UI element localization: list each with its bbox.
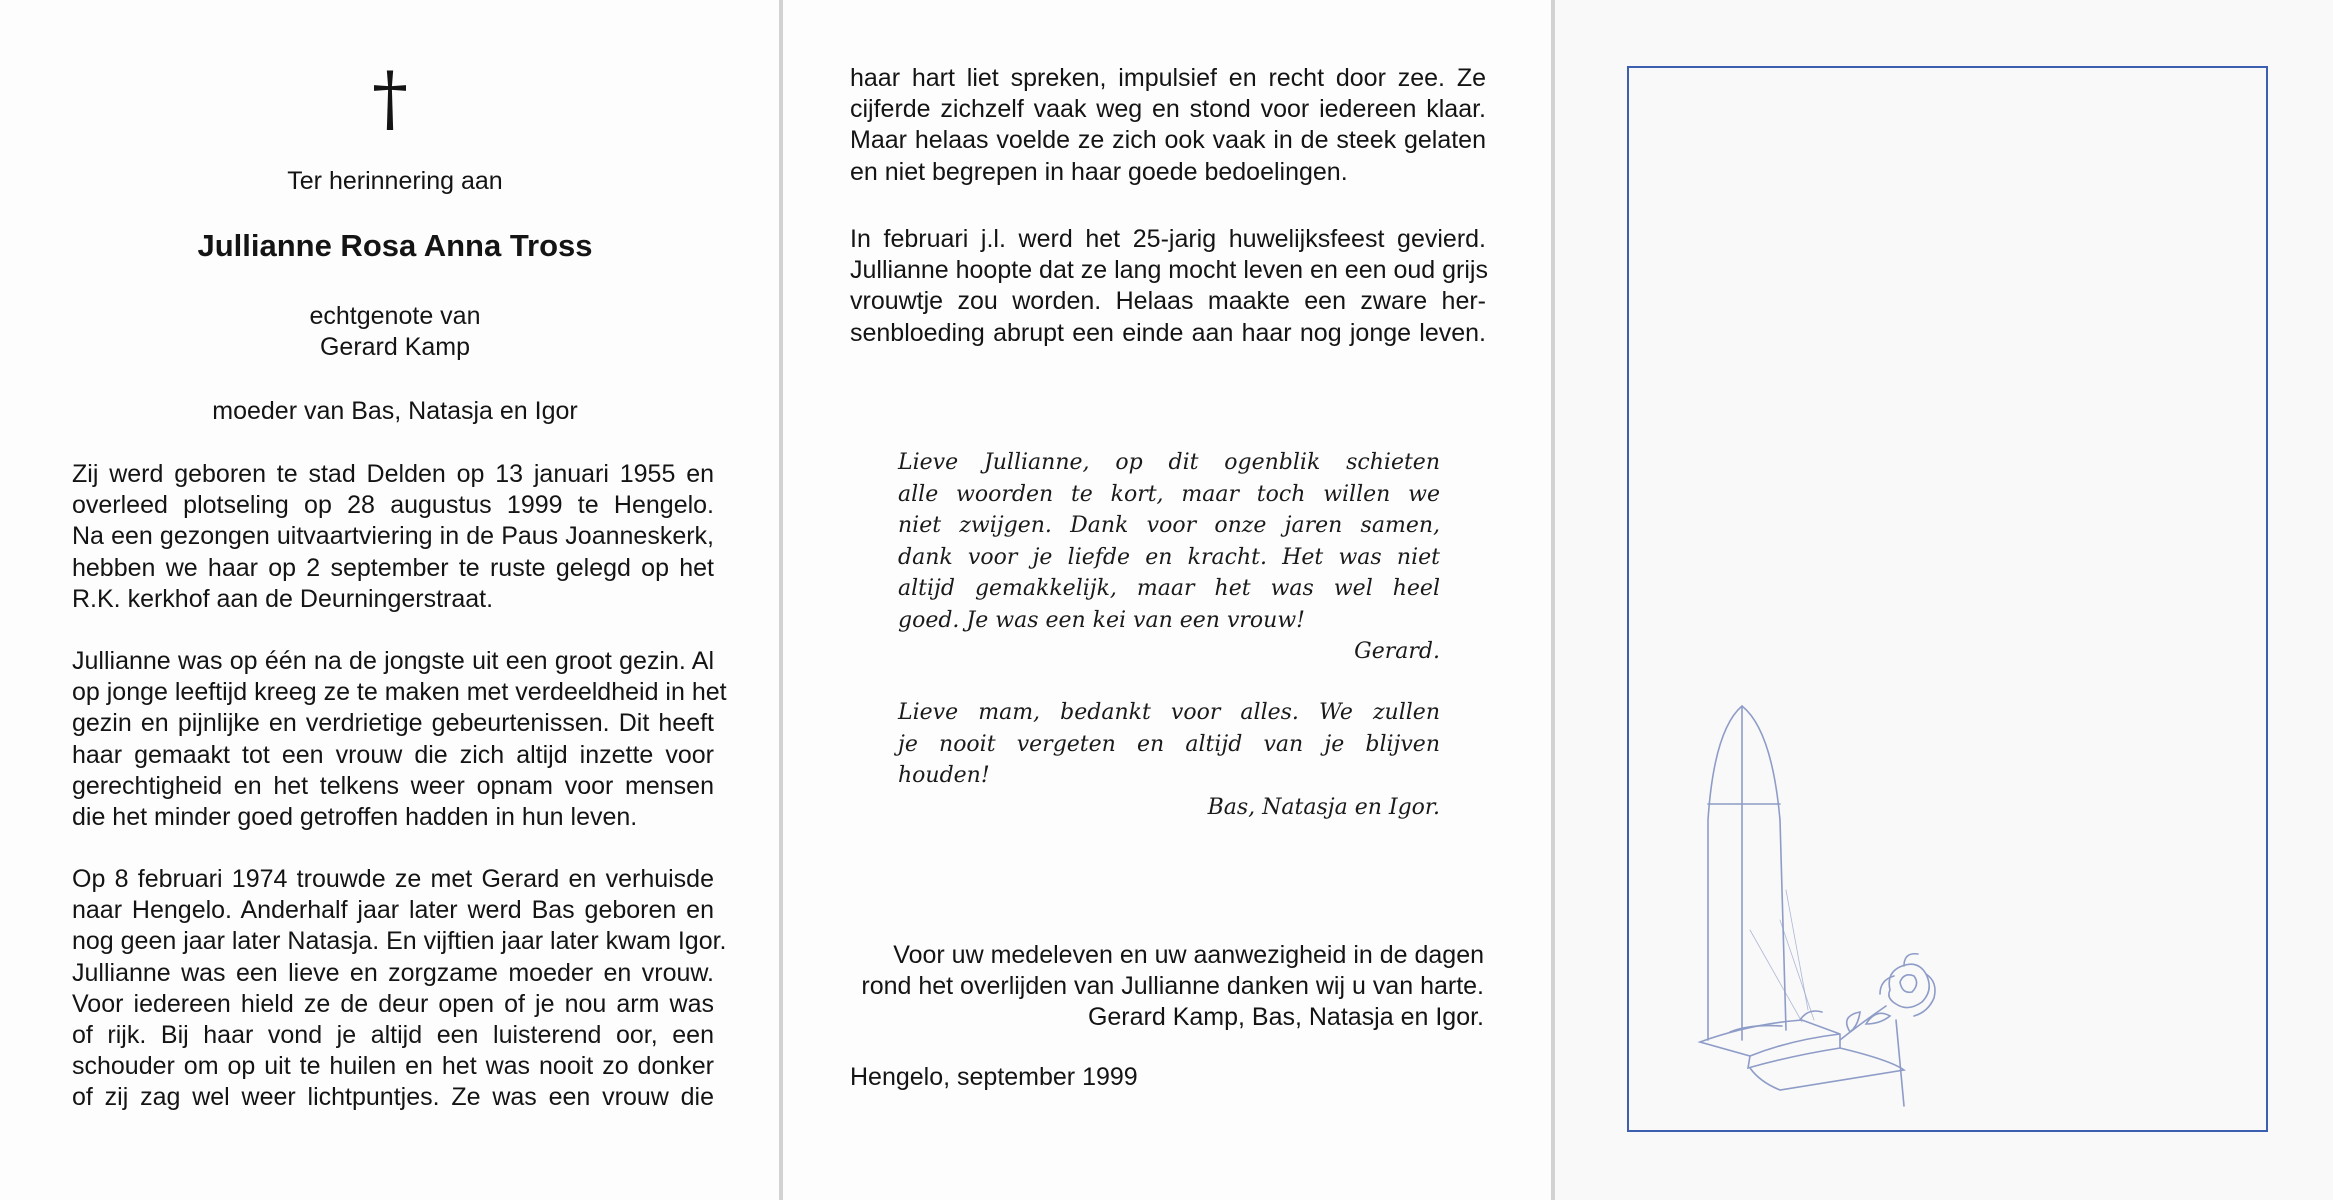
cross-icon: † [372,56,408,140]
text-line: dank voor je liefde en kracht. Het was niet [898,544,1440,570]
text-line: altijd gemakkelijk, maar het was wel heel [898,576,1440,601]
text-line: haar hart liet spreken, impulsief en recht door zee. Ze [850,64,1486,92]
spouse-name: Gerard Kamp [319,333,471,361]
text-line: gezin en pijnlijke en verdrietige gebeurtenissen. Dit heeft [72,709,714,738]
text-line: en niet begrepen in haar goede bedoelingen. [850,157,1348,186]
text-line: Jullianne was op één na de jongste uit een groot gezin. Al [72,647,714,675]
text-line: overleed plotseling op 28 augustus 1999 te Hengelo. [72,491,714,520]
biography-paragraph-1 [72,459,714,615]
thanks-signature: Gerard Kamp, Bas, Natasja en Igor. [1087,1003,1484,1032]
text-line: die het minder goed getroffen hadden in hun leven. [72,803,638,832]
text-line: cijferde zichzelf vaak weg en stond voor iedereen klaar. [850,95,1486,124]
text-line: vrouwtje zou worden. Helaas maakte een zware her- [850,287,1486,316]
spouse-label: echtgenote van [309,302,481,330]
text-line: Na een gezongen uitvaartviering in de Paus Joanneskerk, [72,522,714,551]
text-line: hebben we haar op 2 september te ruste gelegd op het [72,553,714,582]
text-line: Voor uw medeleven en uw aanwezigheid in de dagen [893,941,1484,969]
text-line: Voor iedereen hield ze de deur open of je nou arm was [72,989,714,1018]
text-line: Lieve mam, bedankt voor alles. We zullen [898,700,1440,725]
text-line: rond het overlijden van Jullianne danken wij u van harte. [861,972,1484,1001]
text-line: Lieve Jullianne, op dit ogenblik schieten [898,450,1440,475]
handwritten-message-gerard [898,447,1440,668]
text-line: op jonge leeftijd kreeg ze te maken met verdeeldheid in het [72,678,727,707]
text-line: gerechtigheid en het telkens weer opnam voor mensen [72,771,714,800]
text-line: haar gemaakt tot een vrouw die zich altijd inzette voor [72,740,714,769]
text-line: In februari j.l. werd het 25-jarig huwelijksfeest gevierd. [850,225,1486,253]
signature-gerard: Gerard. [1354,639,1440,664]
text-line: Maar helaas voelde ze zich ook vaak in de steek gelaten [850,126,1486,155]
text-line: senbloeding abrupt een einde aan haar nog jonge leven. [850,318,1486,347]
biography-paragraph-4 [850,63,1486,188]
text-line: Jullianne was een lieve en zorgzame moeder en vrouw. [72,958,714,987]
text-line: of zij zag wel weer lichtpuntjes. Ze was een vrouw die [72,1083,714,1112]
biography-paragraph-3 [72,864,727,1114]
biography-paragraph-5 [850,224,1486,349]
text-line: Zij werd geboren te stad Delden op 13 januari 1955 en [72,460,714,488]
text-line: goed. Je was een kei van een vrouw! [898,607,1305,633]
children-line: moeder van Bas, Natasja en Igor [212,397,578,425]
text-line: niet zwijgen. Dank voor onze jaren samen, [898,513,1440,538]
text-line: R.K. kerkhof aan de Deurningerstraat. [72,584,494,613]
text-line: naar Hengelo. Anderhalf jaar later werd Bas geboren en [72,896,714,925]
thanks-paragraph [850,940,1484,1034]
text-line: je nooit vergeten en altijd van je blijven [898,731,1440,757]
text-line: nog geen jaar later Natasja. En vijftien jaar later kwam Igor. [72,927,727,956]
biography-paragraph-2 [72,646,727,833]
deceased-name: Jullianne Rosa Anna Tross [197,228,593,263]
text-line: Op 8 februari 1974 trouwde ze met Gerard en verhuisde [72,865,714,893]
handwritten-message-children [898,697,1440,823]
fold-line [1551,0,1555,1200]
text-line: schouder om op uit te huilen en het was nooit zo donker [72,1052,714,1081]
signature-children: Bas, Natasja en Igor. [1207,794,1440,820]
intro-text: Ter herinnering aan [287,167,503,195]
text-line: houden! [898,763,990,788]
text-line: of rijk. Bij haar vond je altijd een luisterend oor, een [72,1021,714,1050]
text-line: alle woorden te kort, maar toch willen we [898,481,1440,507]
text-line: Jullianne hoopte dat ze lang mocht leven en een oud grijs [850,256,1488,285]
place-date: Hengelo, september 1999 [850,1063,1138,1091]
window-rose-book-icon [1690,690,1960,1120]
